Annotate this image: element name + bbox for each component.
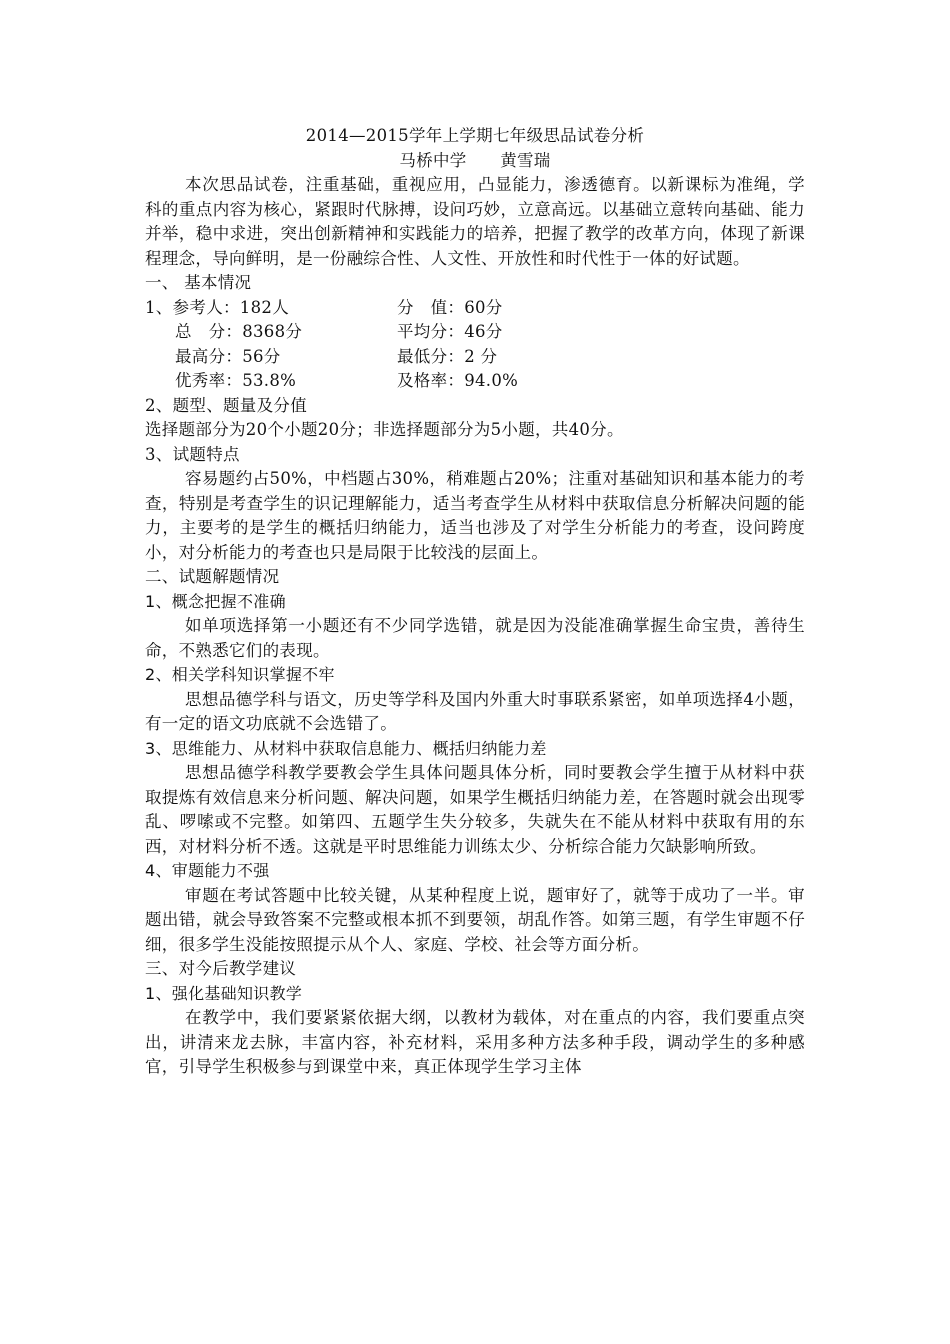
suggestion-paragraph-1: 在教学中，我们要紧紧依据大纲，以教材为载体，对在重点的内容，我们要重点突出，讲清来龙去脉，丰富内容，补充材料，采用多种方法多种手段，调动学生的多种感官，引导学生积极参与到课堂中来，真正体现学生学习主体	[145, 1008, 805, 1076]
problem-paragraph-1: 如单项选择第一小题还有不少同学选错，就是因为没能准确掌握生命宝贵，善待生命，不熟悉它们的表现。	[145, 616, 805, 660]
doc-title: 2014—2015学年上学期七年级思品试卷分析	[305, 126, 645, 145]
subheading-2: 2、题型、题量及分值	[145, 395, 307, 415]
paragraph-2: 选择题部分为20个小题20分；非选择题部分为5小题，共40分。	[145, 420, 624, 439]
stat-cell: 分 值：60分	[397, 297, 503, 317]
problem-heading-1: 1、概念把握不准确	[145, 591, 286, 611]
stat-cell: 平均分：46分	[397, 322, 503, 341]
intro-paragraph: 本次思品试卷，注重基础，重视应用，凸显能力，渗透德育。以新课标为准绳，学科的重点内容为核心，紧跟时代脉搏，设问巧妙，立意高远。以基础立意转向基础、能力并举，稳中求进，突出创新精神和实践能力的培养，把握了教学的改革方向，体现了新课程理念，导向鲜明，是一份融综合性、人文性、开放性和时代性于一体的好试题。	[145, 175, 805, 268]
document-page	[145, 124, 805, 1080]
stat-cell: 最高分：56分	[175, 346, 281, 366]
stat-row	[145, 296, 805, 321]
stat-cell: 最低分：2 分	[397, 346, 498, 366]
section-heading-1: 一、 基本情况	[145, 273, 252, 292]
stat-row	[145, 369, 805, 394]
stat-cell: 及格率：94.0%	[397, 371, 519, 390]
stat-row	[145, 345, 805, 370]
problem-paragraph-2: 思想品德学科与语文，历史等学科及国内外重大时事联系紧密，如单项选择4小题，有一定的语文功底就不会选错了。	[145, 689, 805, 733]
section-heading-2: 二、试题解题情况	[145, 567, 280, 586]
stat-row	[145, 320, 805, 345]
stats-table	[145, 296, 805, 394]
problem-heading-3: 3、思维能力、从材料中获取信息能力、概括归纳能力差	[145, 738, 547, 758]
stat-cell: 优秀率：53.8%	[175, 371, 297, 390]
stat-cell: 1、参考人：182人	[145, 297, 289, 317]
problem-paragraph-4: 审题在考试答题中比较关键，从某种程度上说，题审好了，就等于成功了一半。审题出错，就会导致答案不完整或根本抓不到要领，胡乱作答。如第三题，有学生审题不仔细，很多学生没能按照提示从个人、家庭、学校、社会等方面分析。	[145, 885, 805, 954]
paragraph-3: 容易题约占50%，中档题占30%，稍难题占20%；注重对基础知识和基本能力的考查，特别是考查学生的识记理解能力，适当考查学生从材料中获取信息分析解决问题的能力，主要考的是学生的概括归纳能力，适当也涉及了对学生分析能力的考查，设问跨度小，对分析能力的考查也只是局限于比较浅的层面上。	[145, 469, 805, 562]
subheading-3: 3、试题特点	[145, 444, 240, 464]
suggestion-heading-1: 1、强化基础知识教学	[145, 983, 303, 1003]
doc-author: 马桥中学 黄雪瑞	[399, 150, 551, 170]
problem-heading-2: 2、相关学科知识掌握不牢	[145, 665, 335, 684]
section-heading-3: 三、对今后教学建议	[145, 959, 297, 978]
stat-cell: 总 分：8368分	[175, 322, 303, 341]
problem-heading-4: 4、审题能力不强	[145, 861, 270, 880]
problem-paragraph-3: 思想品德学科教学要教会学生具体问题具体分析，同时要教会学生擅于从材料中获取提炼有效信息来分析问题、解决问题，如果学生概括归纳能力差，在答题时就会出现零乱、啰嗦或不完整。如第四、五题学生失分较多，失就失在不能从材料中获取有用的东西，对材料分析不透。这就是平时思维能力训练太少、分析综合能力欠缺影响所致。	[145, 763, 805, 856]
